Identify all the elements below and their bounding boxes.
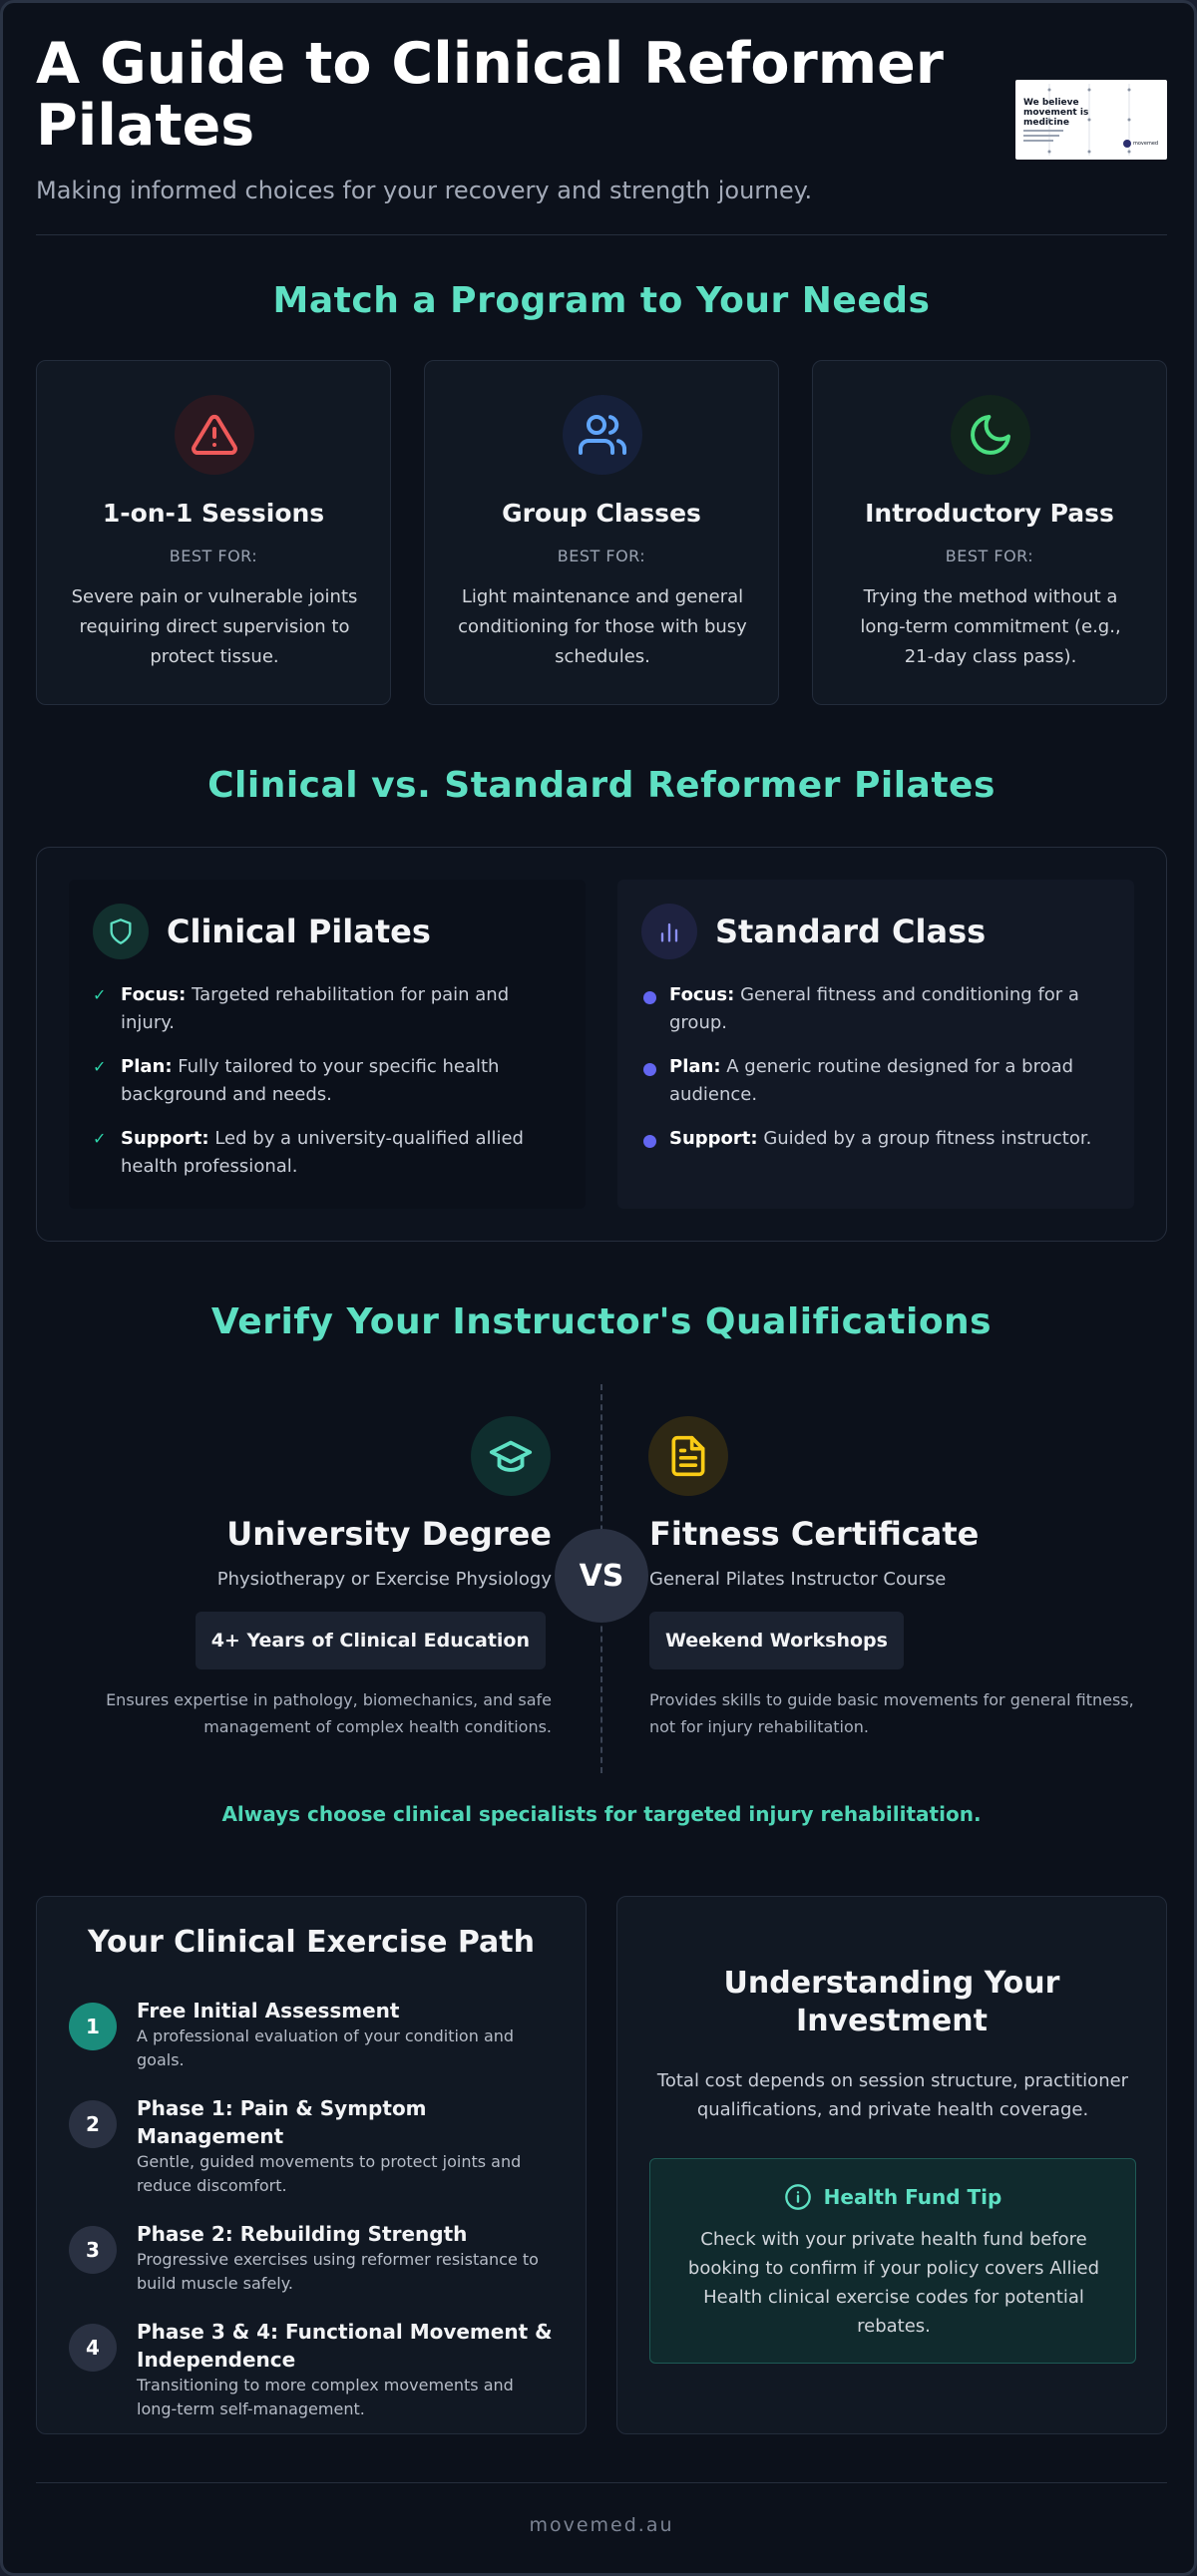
list-item: ✓ Plan: Fully tailored to your specific health background and needs.: [93, 1053, 552, 1109]
path-title: Your Clinical Exercise Path: [88, 1925, 535, 1960]
standard-column: [617, 880, 1134, 1209]
header: [36, 33, 1167, 232]
program-card-group: [424, 360, 779, 705]
path-step: [69, 2220, 558, 2296]
list-item: Support: Guided by a group fitness instructor.: [641, 1125, 1100, 1153]
step-number: 1: [69, 2003, 117, 2050]
list-item: ✓ Focus: Targeted rehabilitation for pain and injury.: [93, 981, 552, 1037]
step-title: Free Initial Assessment: [137, 1999, 400, 2023]
clinical-list: [93, 981, 552, 1197]
thumbnail-text: We believe movement is medicine: [1023, 98, 1089, 128]
bar-chart-icon: [641, 904, 697, 959]
program-description: Trying the method without a long-term commitment (e.g., 21-day class pass).: [860, 586, 1121, 667]
warning-icon: [175, 395, 254, 475]
investment-panel: [616, 1896, 1167, 2434]
step-description: Transitioning to more complex movements and long-term self-management.: [137, 2376, 514, 2418]
certificate-subtitle: General Pilates Instructor Course: [649, 1569, 947, 1590]
tip-text: Check with your private health fund before booking to confirm if your policy covers Allied Health clinical exercise codes for potential rebates.: [687, 2229, 1100, 2337]
step-title: Phase 1: Pain & Symptom Management: [137, 2096, 427, 2148]
list-item: Focus: General fitness and conditioning for a group.: [641, 981, 1100, 1037]
degree-title: University Degree: [226, 1515, 552, 1553]
path-step: [69, 2318, 558, 2421]
path-steps: [69, 1997, 558, 2443]
qualifications-title: Verify Your Instructor's Qualifications: [210, 1301, 993, 1342]
check-icon: ✓: [93, 985, 107, 1004]
document-icon: [648, 1416, 728, 1496]
certificate-description: Provides skills to guide basic movements for general fitness, not for injury rehabilitation.: [649, 1690, 1134, 1736]
graduation-cap-icon: [471, 1416, 551, 1496]
page-title: A Guide to Clinical Reformer Pilates: [36, 31, 944, 159]
step-title: Phase 2: Rebuilding Strength: [137, 2222, 468, 2246]
degree-badge: 4+ Years of Clinical Education: [196, 1612, 546, 1669]
path-step: [69, 2094, 558, 2198]
qualifications-tagline: Always choose clinical specialists for targeted injury rehabilitation.: [221, 1802, 982, 1826]
step-description: A professional evaluation of your condition and goals.: [137, 2026, 515, 2069]
step-number: 3: [69, 2226, 117, 2274]
program-name: 1-on-1 Sessions: [102, 499, 325, 528]
step-description: Progressive exercises using reformer resistance to build muscle safely.: [137, 2250, 539, 2293]
investment-title: Understanding Your Investment: [723, 1966, 1060, 2038]
best-for-label: BEST FOR:: [945, 547, 1034, 565]
programs-title: Match a Program to Your Needs: [272, 280, 931, 321]
certificate-title: Fitness Certificate: [649, 1515, 980, 1553]
check-icon: ✓: [93, 1057, 107, 1076]
program-description: Light maintenance and general conditioning for those with busy schedules.: [458, 586, 747, 667]
info-icon: [784, 2183, 812, 2211]
footer-link[interactable]: movemed.au: [529, 2514, 674, 2536]
path-step: [69, 1997, 558, 2072]
tip-title: Health Fund Tip: [823, 2185, 1002, 2209]
list-item: Plan: A generic routine designed for a broad audience.: [641, 1053, 1100, 1109]
clinical-heading: Clinical Pilates: [167, 913, 431, 950]
step-number: 4: [69, 2324, 117, 2372]
footer-divider: [36, 2482, 1167, 2483]
investment-text: Total cost depends on session structure, practitioner qualifications, and private health coverage.: [656, 2070, 1129, 2120]
program-name: Group Classes: [502, 499, 701, 528]
bullet-dot-icon: [643, 1135, 656, 1148]
vs-badge: VS: [555, 1529, 648, 1623]
thumbnail-brand: movemed: [1133, 141, 1159, 147]
program-card-1on1: [36, 360, 391, 705]
check-icon: ✓: [93, 1129, 107, 1148]
certificate-badge: Weekend Workshops: [649, 1612, 904, 1669]
best-for-label: BEST FOR:: [557, 547, 646, 565]
exercise-path-panel: [36, 1896, 587, 2434]
program-description: Severe pain or vulnerable joints requiring direct supervision to protect tissue.: [71, 586, 358, 667]
program-card-intro: [812, 360, 1167, 705]
step-number: 2: [69, 2100, 117, 2148]
shield-icon: [93, 904, 149, 959]
step-title: Phase 3 & 4: Functional Movement & Independence: [137, 2320, 553, 2372]
list-item: ✓ Support: Led by a university-qualified allied health professional.: [93, 1125, 552, 1181]
health-fund-tip: [649, 2158, 1136, 2364]
bullet-dot-icon: [643, 991, 656, 1004]
best-for-label: BEST FOR:: [169, 547, 258, 565]
degree-subtitle: Physiotherapy or Exercise Physiology: [216, 1569, 552, 1590]
standard-list: [641, 981, 1100, 1169]
comparison-panel: [36, 847, 1167, 1242]
moon-icon: [951, 395, 1030, 475]
brand-thumbnail: [1015, 80, 1167, 160]
bullet-dot-icon: [643, 1063, 656, 1076]
program-cards: [36, 360, 1167, 705]
header-divider: [36, 234, 1167, 235]
comparison-title: Clinical vs. Standard Reformer Pilates: [207, 765, 996, 806]
users-icon: [563, 395, 642, 475]
page-subtitle: Making informed choices for your recovery and strength journey.: [36, 177, 813, 204]
program-name: Introductory Pass: [865, 499, 1114, 528]
standard-heading: Standard Class: [715, 913, 987, 950]
clinical-column: [69, 880, 586, 1209]
step-description: Gentle, guided movements to protect joints and reduce discomfort.: [137, 2152, 522, 2195]
degree-description: Ensures expertise in pathology, biomechanics, and safe management of complex health conditions.: [106, 1690, 552, 1736]
